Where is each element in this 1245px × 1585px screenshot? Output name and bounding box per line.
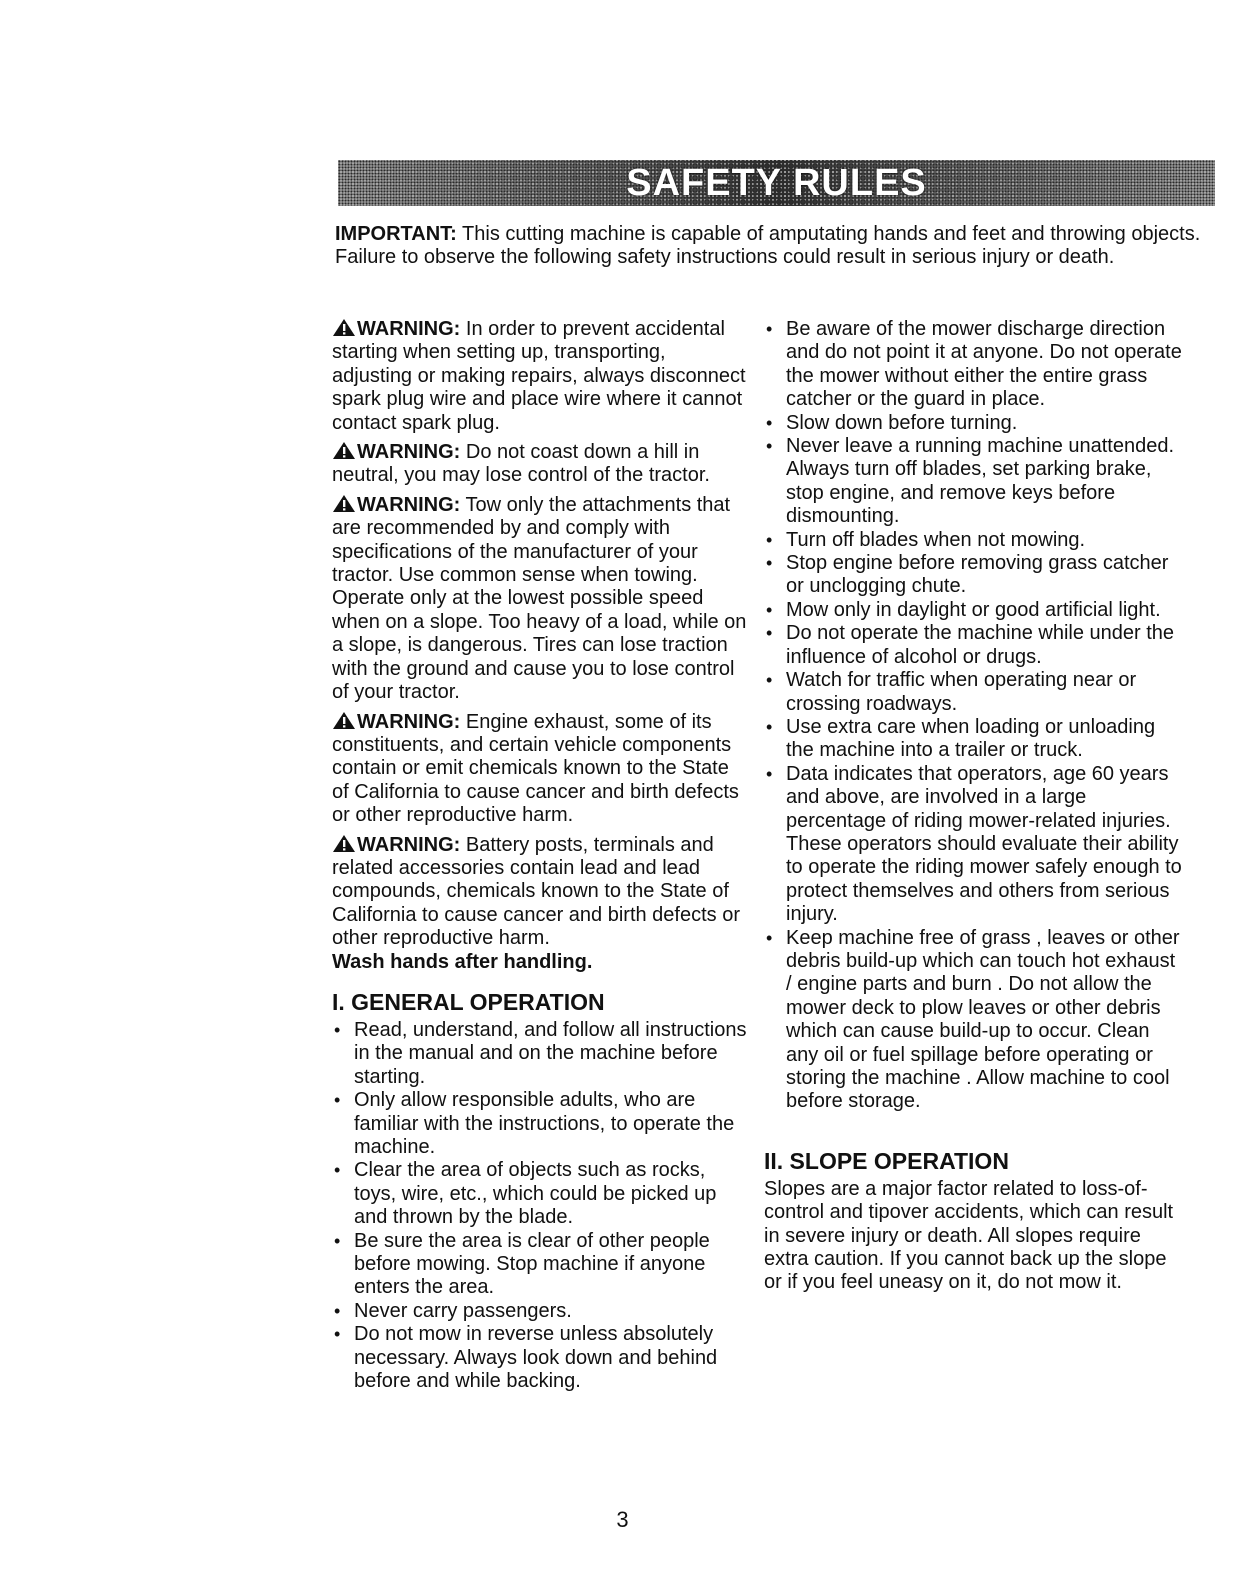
list-item: • Only allow responsible adults, who are familiar with the instructions, to operate the machine.: [334, 1089, 735, 1158]
warning-text: Battery posts, terminals and related accessories contain lead and lead compounds, chemicals known to the State of California to cause cancer and birth defects or other reproductive harm.: [332, 833, 740, 950]
list-item: • Clear the area of objects such as rocks, toys, wire, etc., which could be picked up and thrown by the blade.: [334, 1159, 717, 1229]
list-item: • Slow down before turning.: [766, 411, 1018, 434]
list-item: • Watch for traffic when operating near or crossing roadways.: [766, 669, 1137, 715]
warning-label: WARNING:: [357, 318, 461, 340]
list-item: • Do not operate the machine while under the influence of alcohol or drugs.: [766, 622, 1175, 668]
warning-spark-plug: [332, 318, 747, 435]
left-column: [332, 318, 747, 1393]
important-text: This cutting machine is capable of amputating hands and feet and throwing objects. Failure to observe the following safety instructions could result in serious injury or death.: [335, 223, 1201, 268]
warning-engine-exhaust: [332, 711, 747, 828]
banner-title: SAFETY RULES: [626, 162, 927, 204]
list-item: • Never carry passengers.: [334, 1299, 572, 1322]
warning-text: Engine exhaust, some of its constituents, and certain vehicle components contain or emit chemicals known to the State of California to cause cancer and birth defects or other reproductive harm.: [332, 710, 739, 827]
list-item: • Never leave a running machine unattended. Always turn off blades, set parking brake, stop engine, and remove keys before dismounting.: [766, 435, 1175, 528]
general-operation-list: [332, 1019, 747, 1394]
warning-text: Tow only the attachments that are recommended by and comply with specifications of the manufacturer of your tractor. Use common sense when towing. Operate only at the lowest possible speed when on a slope. Too heavy of a load, while on a slope, is dangerous. Tires can lose traction with the ground and cause you to lose control of your tractor.: [332, 493, 747, 704]
list-item: • Keep machine free of grass , leaves or other debris build-up which can touch hot exhaust / engine parts and burn . Do not allow the mower deck to plow leaves or other debris which can cause build-up to occur. Clean any oil or fuel spillage before operating or storing the machine . Allow machine to cool before storage.: [766, 926, 1180, 1113]
warning-towing: [332, 494, 747, 705]
general-operation-list-continued: [764, 318, 1184, 1114]
wash-hands-note: Wash hands after handling.: [332, 950, 593, 973]
warning-text: Do not coast down a hill in neutral, you may lose control of the tractor.: [332, 441, 710, 487]
general-operation-heading: I. GENERAL OPERATION: [332, 988, 605, 1015]
list-item: • Read, understand, and follow all instructions in the manual and on the machine before starting.: [334, 1018, 747, 1088]
list-item: • Use extra care when loading or unloading the machine into a trailer or truck.: [766, 715, 1156, 762]
warning-triangle-icon: [332, 318, 356, 337]
list-item: • Stop engine before removing grass catcher or unclogging chute.: [766, 552, 1169, 598]
warning-label: WARNING:: [357, 441, 461, 464]
warning-triangle-icon: [332, 711, 356, 730]
warning-triangle-icon: [332, 441, 356, 460]
section-banner: [338, 160, 1215, 206]
important-label: IMPORTANT:: [335, 223, 457, 245]
right-column: [764, 318, 1184, 1295]
list-item: • Data indicates that operators, age 60 years and above, are involved in a large percentage of riding mower-related injuries. These operators should evaluate their ability to operate the riding mower safely enough to protect themselves and others from serious injury.: [766, 762, 1182, 926]
warning-battery: [332, 834, 747, 951]
list-item: • Be aware of the mower discharge direction and do not point it at anyone. Do not operate the mower without either the entire grass catcher or the guard in place.: [766, 318, 1182, 411]
warning-label: WARNING:: [357, 710, 461, 733]
page-number: 3: [616, 1507, 629, 1532]
list-item: • Be sure the area is clear of other people before mowing. Stop machine if anyone enters the area.: [334, 1229, 710, 1299]
list-item: • Turn off blades when not mowing.: [766, 528, 1086, 551]
warning-coast-hill: [332, 441, 747, 488]
slope-operation-text: Slopes are a major factor related to loss-of-control and tipover accidents, which can result in severe injury or death. All slopes require extra caution. If you cannot back up the slope or if you feel uneasy on it, do not mow it.: [764, 1177, 1174, 1294]
slope-operation-heading: II. SLOPE OPERATION: [764, 1147, 1009, 1174]
list-item: • Mow only in daylight or good artificial light.: [766, 598, 1161, 621]
important-notice: [335, 223, 1215, 269]
warning-triangle-icon: [332, 834, 356, 853]
warning-text: In order to prevent accidental starting when setting up, transporting, adjusting or making repairs, always disconnect spark plug wire and place wire where it cannot contact spark plug.: [332, 318, 746, 434]
warning-label: WARNING:: [357, 833, 461, 856]
warning-label: WARNING:: [357, 493, 461, 516]
list-item: • Do not mow in reverse unless absolutely necessary. Always look down and behind before and while backing.: [334, 1323, 718, 1393]
warning-triangle-icon: [332, 494, 356, 513]
